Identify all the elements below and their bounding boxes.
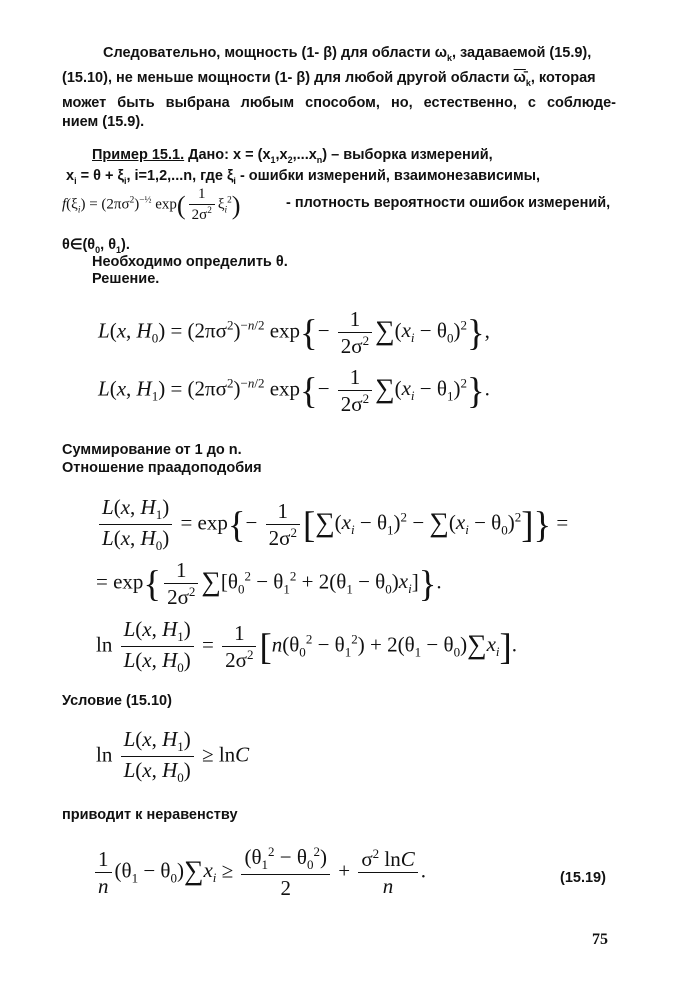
page-number: 75 [592, 931, 608, 948]
ratio-eq-2: = exp{ $\frac{1}{2\sigma^2}$ $\sum[\theta_0^2 - \theta_1^2 + 2(\theta_1 - \theta_0)x_i]$}. [96, 558, 442, 610]
condition-label: Условие (15.10) [62, 693, 172, 709]
intro-line-4: нием (15.9). [62, 114, 145, 130]
sum-note: Суммирование от 1 до n. [62, 442, 242, 458]
condition-inequality: ln $\frac{L(x, H_1)}{L(x, H_0)}$ ≥ lnC [96, 727, 250, 786]
theta-range: $\theta\in(\theta_0$, $\theta_1$). [62, 237, 130, 255]
need-to-find: Необходимо определить θ. [92, 254, 288, 270]
ratio-note: Отношение праадоподобия [62, 460, 262, 476]
example-model: $x_i = \theta + \xi_i$, i=1,2,...n, где $\xi_i$ - ошибки измерений, взаимонезависимы, [66, 168, 541, 186]
example-title: Пример 15.1. [92, 147, 185, 163]
likelihood-h1: L(x, $H_1) = (2\pi\sigma^2)^{-n/2}$ exp{− $\frac{1}{2\sigma^2}$ $\sum(x_i - \theta_1)^2$}. [98, 365, 490, 417]
intro-line-2: (15.10), не меньше мощности (1- β) для любой другой области $\omegā_k$, которая [62, 70, 596, 88]
density-description: - плотность вероятности ошибок измерений, [286, 195, 611, 211]
likelihood-h0: L(x, $H_0) = (2\pi\sigma^2)^{-n/2}$ exp{− $\frac{1}{2\sigma^2}$ $\sum(x_i - \theta_0)^2$}, [98, 307, 490, 359]
density-formula: $f(\xi_i) = (2\pi\sigma^2)^{-\frac{1}{2}}$ exp( $\frac{1}{2\sigma^2}$ $\xi_i^2$) [62, 186, 241, 224]
log-ratio-eq: ln $\frac{L(x, H_1)}{L(x, H_0)}$ = $\frac{1}{2\sigma^2}$ $[n(\theta_0^2 - \theta_1^2) + 2(\theta_1 - \theta_0)\sum x_i]$. [96, 617, 518, 676]
equation-number: (15.19) [560, 870, 606, 886]
intro-line-3: может быть выбрана любым способом, но, естественно, с соблюде- [62, 95, 616, 111]
intro-line-1: Следовательно, мощность (1- β) для области $\omega_k$, задаваемой (15.9), [103, 45, 592, 63]
example-header: Пример 15.1. Дано: $x = (x_1,x_2,...x_n)$ – выборка измерений, [92, 147, 493, 165]
leads-to-label: приводит к неравенству [62, 807, 238, 823]
solution-label: Решение. [92, 271, 160, 287]
final-inequality: $\frac{1}{n}$ $(\theta_1 - \theta_0)\sum x_i$ ≥ $\frac{(\theta_1^2 - \theta_0^2)}{2}$ + $\frac{\sigma^2 \ln C}{n}$ . [92, 845, 426, 900]
ratio-eq-1: $\frac{L(x, H_1)}{L(x, H_0)}$ = exp{− $\frac{1}{2\sigma^2}$ $[\sum(x_i - \theta_1)^2 - \sum(x_i - \theta_0)^2]$} = [96, 495, 568, 554]
